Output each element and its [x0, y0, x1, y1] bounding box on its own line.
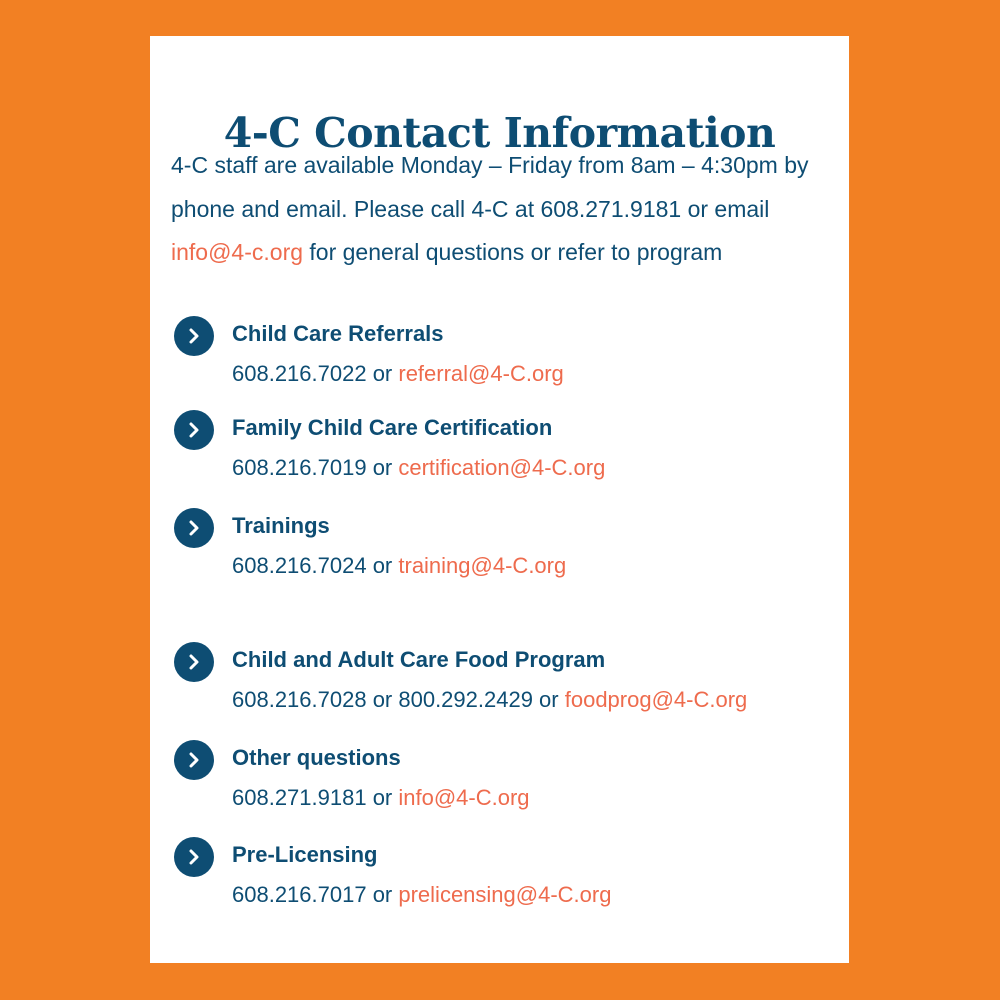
contact-item-phone: 608.216.7022 or	[232, 361, 399, 386]
contact-item-email-link[interactable]: certification@4-C.org	[398, 455, 606, 480]
chevron-right-icon	[174, 316, 214, 356]
contact-item-detail	[232, 551, 566, 581]
chevron-right-icon	[174, 642, 214, 682]
contact-item-phone: 608.216.7019 or	[232, 455, 399, 480]
intro-text: 4-C staff are available Monday – Friday from 8am – 4:30pm by phone and email. Please call 4-C at 608.271.9181 or email	[171, 152, 809, 222]
contact-item-phone: 608.271.9181 or	[232, 785, 399, 810]
contact-item-phone: 608.216.7017 or	[232, 882, 399, 907]
chevron-right-icon	[174, 837, 214, 877]
chevron-right-icon	[174, 410, 214, 450]
contact-item-email-link[interactable]: training@4-C.org	[398, 553, 567, 578]
contact-item-email-link[interactable]: foodprog@4-C.org	[564, 687, 748, 712]
contact-item-email-link[interactable]: prelicensing@4-C.org	[398, 882, 612, 907]
contact-item-phone: 608.216.7028 or 800.292.2429 or	[232, 687, 565, 712]
chevron-right-icon	[174, 740, 214, 780]
contact-item-title: Family Child Care Certification	[232, 415, 553, 440]
contact-item-detail	[232, 685, 747, 715]
contact-item-detail	[232, 880, 611, 910]
contact-item-title: Child Care Referrals	[232, 321, 444, 346]
intro-text-end: for general questions or refer to program	[303, 239, 723, 265]
intro-paragraph	[171, 144, 836, 275]
contact-item-email-link[interactable]: info@4-C.org	[398, 785, 530, 810]
contact-item-detail	[232, 359, 564, 389]
contact-item-title: Pre-Licensing	[232, 842, 378, 867]
contact-item-detail	[232, 783, 530, 813]
contact-item-title: Other questions	[232, 745, 401, 770]
chevron-right-icon	[174, 508, 214, 548]
contact-card	[150, 36, 849, 963]
contact-item-detail	[232, 453, 605, 483]
intro-email-link[interactable]: info@4-c.org	[171, 239, 304, 265]
contact-item-title: Child and Adult Care Food Program	[232, 647, 606, 672]
contact-item-phone: 608.216.7024 or	[232, 553, 399, 578]
contact-item-title: Trainings	[232, 513, 330, 538]
contact-item-email-link[interactable]: referral@4-C.org	[398, 361, 564, 386]
page-title: 4-C Contact Information	[223, 109, 776, 157]
